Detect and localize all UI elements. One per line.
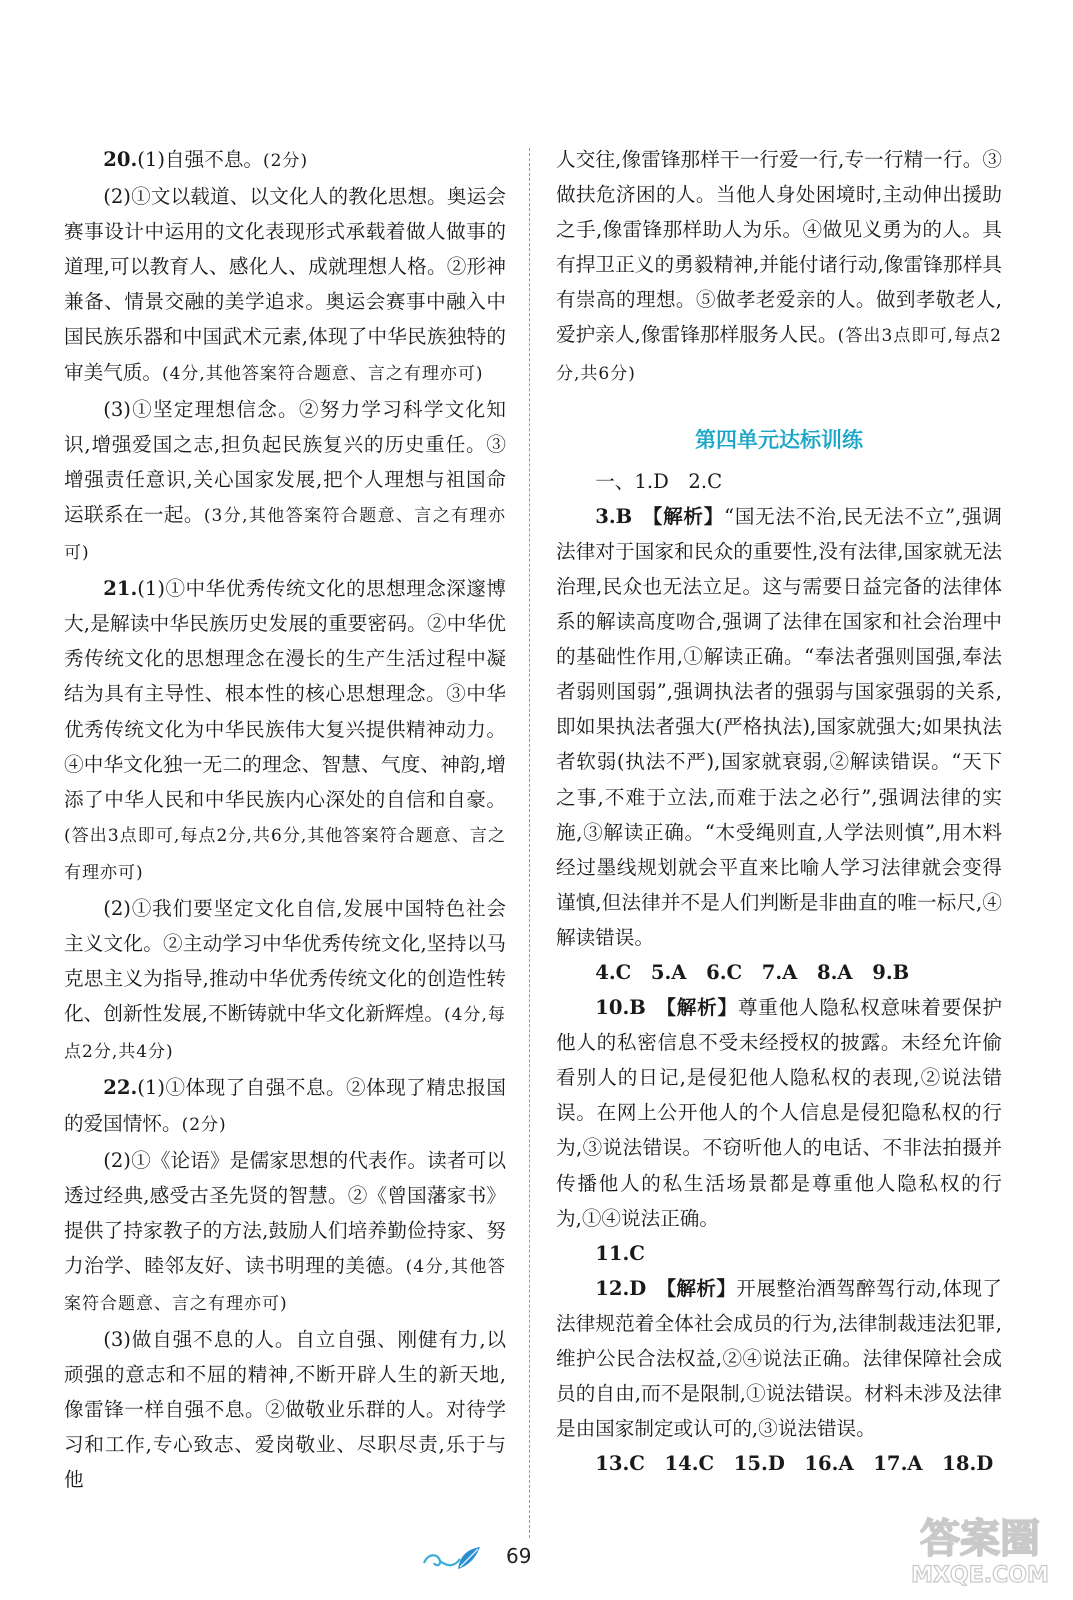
answer-paragraph — [64, 392, 506, 571]
watermark — [895, 1508, 1065, 1594]
answer-paragraph — [556, 1271, 1002, 1446]
score-note: (答出3点即可,每点2分,共6分,其他答案符合题意、言之有理亦可) — [64, 825, 506, 883]
answer-paragraph — [556, 1236, 1002, 1271]
answer-text: (2)①《论语》是儒家思想的代表作。读者可以透过经典,感受古圣先贤的智慧。②《曾国藩家书》提供了持家教子的方法,鼓励人们培养勤俭持家、努力治学、睦邻友好、读书明理的美德。 — [64, 1148, 506, 1277]
question-number: 20. — [103, 148, 138, 171]
answer-paragraph — [64, 142, 506, 179]
answer-text: (1)自强不息。 — [137, 148, 264, 171]
answer-paragraph — [556, 990, 1002, 1236]
answer-text: (2)①文以载道、以文化人的教化思想。奥运会赛事设计中运用的文化表现形式承载着做人做事的道理,可以教育人、感化人、成就理想人格。②形神兼备、情景交融的美学追求。奥运会赛事中融入中国民族乐器和中国武术元素,体现了中华民族独特的审美气质。 — [64, 185, 506, 384]
answer-paragraph — [64, 1143, 506, 1322]
section-heading: 第四单元达标训练 — [695, 426, 863, 452]
score-note: (4分,其他答案符合题意、言之有理亦可) — [64, 1256, 507, 1314]
question-number: 3.B — [595, 504, 633, 528]
answer-text: (3)①坚定理想信念。②努力学习科学文化知识,增强爱国之志,担负起民族复兴的历史重任。③增强责任意识,关心国家发展,把个人理想与祖国命运联系在一起。 — [64, 397, 506, 526]
question-number: 4.C 5.A 6.C 7.A 8.A 9.B — [595, 960, 910, 984]
analysis-tag: 【解析】 — [645, 996, 738, 1020]
page-number: 69 — [506, 1544, 532, 1568]
score-note: (2分) — [263, 151, 309, 171]
question-number: 10.B — [595, 996, 646, 1020]
column-divider — [529, 148, 530, 1538]
question-number: 13.C 14.C 15.D 16.A 17.A 18.D — [595, 1452, 994, 1476]
score-note: (3分,其他答案符合题意、言之有理亦可) — [64, 505, 506, 564]
left-column — [64, 142, 506, 1498]
analysis-tag: 【解析】 — [632, 504, 725, 528]
question-number: 11.C — [595, 1241, 645, 1265]
answer-paragraph — [64, 1322, 506, 1497]
question-number: 21. — [103, 577, 138, 601]
answer-paragraph — [64, 1070, 506, 1142]
svg-text:答案圈: 答案圈 — [920, 1516, 1040, 1562]
answer-text: 尊重他人隐私权意味着要保护他人的私密信息不受未经授权的披露。未经允许偷看别人的日记,是侵犯他人隐私权的表现,②说法错误。在网上公开他人的个人信息是侵犯隐私权的行为,③说法错误。不窃听他人的电话、不非法拍摄并传播他人的私生活场景都是尊重他人隐私权的行为,①④说法正确。 — [556, 996, 1003, 1230]
analysis-tag: 【解析】 — [646, 1276, 737, 1300]
right-column-top — [556, 142, 1002, 392]
answer-paragraph — [64, 891, 506, 1070]
score-note: (4分,每点2分,共4分) — [64, 1005, 507, 1063]
question-number: 12.D — [595, 1276, 647, 1300]
answer-text: “国无法不治,民无法不立”,强调法律对于国家和民众的重要性,没有法律,国家就无法治理,民众也无法立足。这与需要日益完备的法律体系的解读高度吻合,强调了法律在国家和社会治理中的基础性作用,①解读正确。“奉法者强则国强,奉法者弱则国弱”,强调执法者的强弱与国家强弱的关系,即如果执法者强大(严格执法),国家就强大;如果执法者软弱(执法不严),国家就衰弱,②解读错误。“天下之事,不难于立法,而难于法之必行”,强调法律的实施,③解读正确。“木受绳则直,人学法则慎”,用木料经过墨线规划就会平直来比喻人学习法律就会变得谨慎,但法律并不是人们判断是非曲直的唯一标尺,④解读错误。 — [556, 504, 1002, 949]
answer-text: (1)①体现了自强不息。②体现了精忠报国的爱国情怀。 — [64, 1076, 506, 1135]
answer-paragraph — [556, 499, 1002, 955]
question-number: 22. — [103, 1076, 138, 1100]
answer-text: 人交往,像雷锋那样干一行爱一行,专一行精一行。③做扶危济困的人。当他人身处困境时,主动伸出援助之手,像雷锋那样助人为乐。④做见义勇为的人。具有捍卫正义的勇毅精神,并能付诸行动,像雷锋那样具有崇高的理想。⑤做孝老爱亲的人。做到孝敬老人,爱护亲人,像雷锋那样服务人民。 — [556, 148, 1002, 347]
swirl-leaf-icon — [420, 1545, 484, 1575]
answer-paragraph — [64, 179, 506, 392]
answer-text: (2)①我们要坚定文化自信,发展中国特色社会主义文化。②主动学习中华优秀传统文化,坚持以马克思主义为指导,推动中华优秀传统文化的创造性转化、创新性发展,不断铸就中华文化新辉煌。 — [64, 896, 506, 1026]
svg-text:MXQE.COM: MXQE.COM — [911, 1563, 1049, 1588]
answer-paragraph — [556, 142, 1002, 392]
answer-paragraph — [556, 464, 1002, 499]
answer-text: (1)①中华优秀传统文化的思想理念深邃博大,是解读中华民族历史发展的重要密码。②中华优秀传统文化的思想理念在漫长的生产生活过程中凝结为具有主导性、根本性的核心思想理念。③中华优秀传统文化为中华民族伟大复兴提供精神动力。④中华文化独一无二的理念、智慧、气度、神韵,增添了中华人民和中华民族内心深处的自信和自豪。 — [64, 577, 506, 811]
answer-paragraph — [64, 571, 506, 891]
answer-text: (3)做自强不息的人。自立自强、刚健有力,以顽强的意志和不屈的精神,不断开辟人生的新天地,像雷锋一样自强不息。②做敬业乐群的人。对待学习和工作,专心致志、爱岗敬业、尽职尽责,乐于与他 — [64, 1328, 506, 1492]
right-column — [556, 142, 1002, 1481]
answer-paragraph — [556, 955, 1002, 990]
score-note: (答出3点即可,每点2分,共6分) — [556, 326, 1002, 384]
answer-text: 一、1.D 2.C — [595, 469, 723, 493]
score-note: (2分) — [181, 1114, 227, 1135]
answer-paragraph — [556, 1446, 1002, 1481]
answer-text: 开展整治酒驾醉驾行动,体现了法律规范着全体社会成员的行为,法律制裁违法犯罪,维护公民合法权益,②④说法正确。法律保障社会成员的自由,而不是限制,①说法错误。材料未涉及法律是由国家制定或认可的,③说法错误。 — [556, 1276, 1003, 1441]
score-note: (4分,其他答案符合题意、言之有理亦可) — [161, 363, 484, 384]
right-column-bottom — [556, 464, 1002, 1482]
